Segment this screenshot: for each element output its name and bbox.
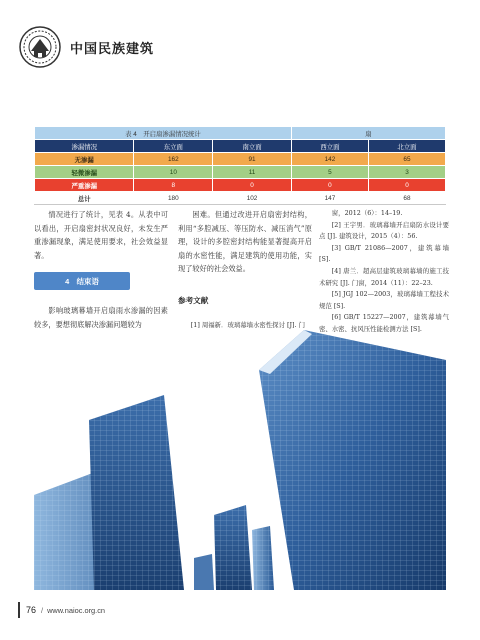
table-cell: 5 xyxy=(291,166,368,179)
body-paragraph: 情况进行了统计，见表 4。从表中可以看出，开启扇密封状况良好，未发生严重渗漏现象，满足使用要求，社会效益显著。 xyxy=(34,210,168,260)
body-paragraph: 影响玻璃幕墙开启扇雨水渗漏的因素较多，要想彻底解决渗漏问题较为 xyxy=(34,306,168,329)
table-row xyxy=(35,153,446,166)
table-cell: 8 xyxy=(134,179,213,192)
table-row xyxy=(35,192,446,205)
table-cell: 91 xyxy=(213,153,292,166)
footer-url[interactable]: www.naioc.org.cn xyxy=(47,605,105,615)
table-cell: 0 xyxy=(368,179,445,192)
column-header: 北立面 xyxy=(368,140,445,153)
page-footer xyxy=(18,602,105,618)
page-header xyxy=(18,20,154,74)
table-row xyxy=(35,179,446,192)
table-cell: 147 xyxy=(291,192,368,205)
table-cell: 0 xyxy=(291,179,368,192)
table-caption: 表 4 开启扇渗漏情况统计 xyxy=(35,127,292,140)
table-row xyxy=(35,166,446,179)
reference-item: [4] 唐兰．超高层建筑玻璃幕墙的施工技术研究 [J]. 门窗，2014（11）：22–23. xyxy=(319,266,449,287)
column-header: 渗漏情况 xyxy=(35,140,134,153)
reference-item: [5] JGJ 102—2003，玻璃幕墙工程技术规范 [S]. xyxy=(319,290,449,310)
footer-separator: / xyxy=(41,605,44,615)
reference-item: [3] GB/T 21086—2007，建筑幕墙 [S]. xyxy=(319,243,449,264)
row-label: 总计 xyxy=(35,192,134,205)
table-caption-row xyxy=(35,127,446,140)
column-header: 西立面 xyxy=(291,140,368,153)
column-header: 东立面 xyxy=(134,140,213,153)
references-title: 参考文献 xyxy=(178,295,209,305)
table-cell: 10 xyxy=(134,166,213,179)
table-cell: 102 xyxy=(213,192,292,205)
table-unit: 扇 xyxy=(291,127,445,140)
reference-item: [6] GB/T 15227—2007，建筑幕墙气密、水密、抗风压性能检测方法 [S]. xyxy=(319,313,449,333)
skyscraper-photo xyxy=(34,300,446,590)
column-header: 南立面 xyxy=(213,140,292,153)
table-cell: 65 xyxy=(368,153,445,166)
row-label: 轻微渗漏 xyxy=(35,166,134,179)
row-label: 无渗漏 xyxy=(35,153,134,166)
page-number: 76 xyxy=(26,605,37,615)
leakage-table xyxy=(34,126,446,205)
row-label: 严重渗漏 xyxy=(35,179,134,192)
table-header-row xyxy=(35,140,446,153)
table-cell: 142 xyxy=(291,153,368,166)
journal-logo-icon xyxy=(18,25,62,69)
table-cell: 68 xyxy=(368,192,445,205)
section-title: 4 结束语 xyxy=(34,272,130,290)
journal-title: 中国民族建筑 xyxy=(70,41,155,57)
reference-item: [2] 王宇男．玻璃幕墙开启扇防水设计要点 [J]. 建筑设计，2015（4）：56. xyxy=(319,220,449,241)
footer-bar xyxy=(18,602,20,618)
body-paragraph: 困难。但通过改进开启扇密封结构，利用“多腔减压、等压防水、减压消气”原理，设计的多腔密封结构能显著提高开启扇的水密性能，满足建筑的使用功能，实现了较好的社会效益。 xyxy=(178,210,312,274)
table-cell: 11 xyxy=(213,166,292,179)
table-cell: 3 xyxy=(368,166,445,179)
reference-item: 窗，2012（6）：14–19. xyxy=(331,209,403,217)
reference-item: [1] 周福新．玻璃幕墙水密性探讨 [J]. 门 xyxy=(190,320,305,329)
table-cell: 162 xyxy=(134,153,213,166)
table-cell: 0 xyxy=(213,179,292,192)
table-cell: 180 xyxy=(134,192,213,205)
